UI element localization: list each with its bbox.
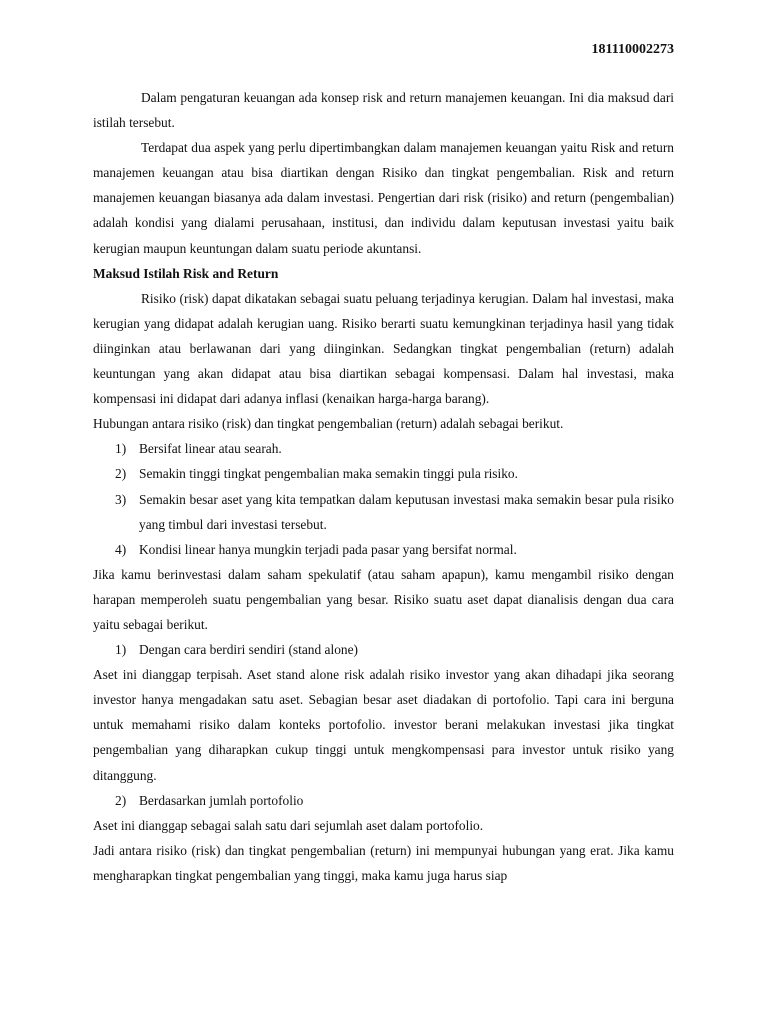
paragraph-stand-alone: Aset ini dianggap terpisah. Aset stand alone risk adalah risiko investor yang akan dihadapi jika seorang investor hanya mengadakan satu aset. Sebagian besar aset diadakan di portofolio. Tapi cara ini berguna untuk memahami risiko dalam konteks portofolio. investor berani melakukan investasi jika tingkat pengembalian yang diharapkan cukup tinggi untuk mengkompensasi para investor untuk risiko yang ditanggung. (93, 667, 674, 783)
paragraph-relationship: Hubungan antara risiko (risk) dan tingkat pengembalian (return) adalah sebagai berikut. (93, 416, 564, 432)
student-id-header: 181110002273 (591, 42, 674, 57)
list-text: Kondisi linear hanya mungkin terjadi pada pasar yang bersifat normal. (139, 541, 517, 557)
analysis-list-1 (93, 637, 674, 662)
list-number: 3) (115, 491, 127, 507)
list-text: Berdasarkan jumlah portofolio (139, 792, 304, 808)
paragraph-conclusion: Jadi antara risiko (risk) dan tingkat pengembalian (return) ini mempunyai hubungan yang erat. Jika kamu mengharapkan tingkat pengembalian yang tinggi, maka kamu juga harus siap (93, 842, 674, 883)
paragraph-portfolio: Aset ini dianggap sebagai salah satu dari sejumlah aset dalam portofolio. (93, 817, 484, 833)
section-heading: Maksud Istilah Risk and Return (93, 265, 279, 281)
list-item (93, 537, 674, 562)
list-number: 4) (115, 541, 127, 557)
list-item (93, 436, 674, 461)
paragraph-risk-definition: Risiko (risk) dapat dikatakan sebagai suatu peluang terjadinya kerugian. Dalam hal investasi, maka kerugian yang didapat adalah kerugian uang. Risiko berarti suatu kemungkinan terjadinya hasil yang tidak diinginkan atau berlawanan dari yang diinginkan. Sedangkan tingkat pengembalian (return) adalah keuntungan yang akan didapat atau bisa diartikan sebagai kompensasi. Dalam hal investasi, maka kompensasi ini didapat dari adanya inflasi (kenaikan harga-harga barang). (93, 290, 674, 407)
list-item (93, 461, 674, 486)
list-number: 1) (115, 441, 127, 457)
document-body (93, 85, 674, 888)
relationship-list (93, 436, 674, 561)
list-text: Bersifat linear atau searah. (139, 441, 282, 457)
list-text: Dengan cara berdiri sendiri (stand alone) (139, 642, 358, 658)
paragraph-speculative: Jika kamu berinvestasi dalam saham spekulatif (atau saham apapun), kamu mengambil risiko dengan harapan memperoleh suatu pengembalian yang besar. Risiko suatu aset dapat dianalisis dengan dua cara yaitu sebagai berikut. (93, 566, 674, 632)
list-item (93, 637, 674, 662)
paragraph-aspects: Terdapat dua aspek yang perlu dipertimbangkan dalam manajemen keuangan yaitu Risk and return manajemen keuangan atau bisa diartikan dengan Risiko dan tingkat pengembalian. Risk and return manajemen keuangan biasanya ada dalam investasi. Pengertian dari risk (risiko) and return (pengembalian) adalah kondisi yang dialami perusahaan, institusi, dan individu dalam keputusan investasi yaitu baik kerugian maupun keuntungan dalam suatu periode akuntansi. (93, 140, 674, 256)
list-item (93, 788, 674, 813)
list-item (93, 487, 674, 537)
list-number: 2) (115, 466, 127, 482)
analysis-list-2 (93, 788, 674, 813)
list-number: 2) (115, 792, 127, 808)
paragraph-intro: Dalam pengaturan keuangan ada konsep risk and return manajemen keuangan. Ini dia maksud dari istilah tersebut. (93, 90, 674, 131)
list-number: 1) (115, 642, 127, 658)
list-text: Semakin tinggi tingkat pengembalian maka semakin tinggi pula risiko. (139, 466, 518, 482)
list-text: Semakin besar aset yang kita tempatkan dalam keputusan investasi maka semakin besar pula risiko yang timbul dari investasi tersebut. (139, 491, 674, 532)
